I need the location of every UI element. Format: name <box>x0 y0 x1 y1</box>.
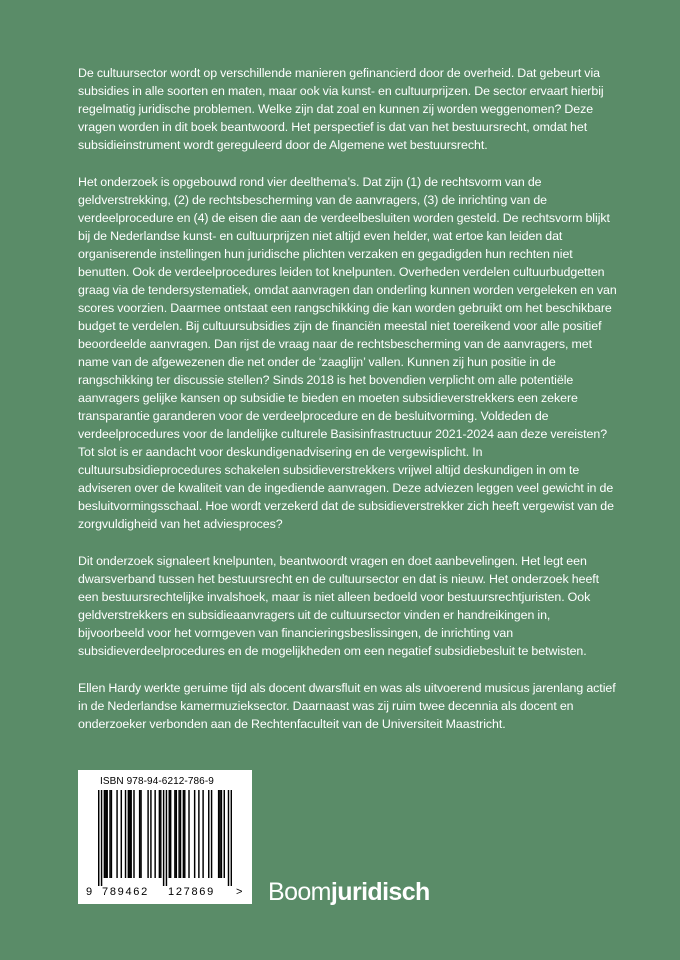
barcode-bar <box>194 790 195 878</box>
barcode-bar <box>159 790 160 878</box>
barcode-bar <box>228 790 229 886</box>
publisher-name-part1: Boom <box>268 878 331 906</box>
barcode-bar <box>154 790 155 878</box>
barcode-bar <box>184 790 185 878</box>
barcode-bar <box>147 790 148 878</box>
publisher-name-part2: juridisch <box>330 878 430 906</box>
barcode-bar <box>180 790 181 878</box>
barcode-bars <box>98 790 232 886</box>
publisher-logo <box>268 878 430 907</box>
barcode-bar <box>174 790 175 878</box>
barcode-bar <box>105 790 106 878</box>
paragraph-conclusion: Dit onderzoek signaleert knelpunten, beantwoordt vragen en doet aanbevelingen. Het legt een dwarsverband tussen het bestuursrecht en de cultuursector en dat is nieuw. Het onderzoek heeft een bestuursrechtelijke invalshoek, maar is niet alleen bedoeld voor bestuursrechtjuristen. Ook geldverstrekkers en subsidieaanvragers uit de cultuursector vinden er handreikingen in, bijvoorbeeld voor het vormgeven van financieringsbeslissingen, de inrichting van subsidieverdeelprocedures en de mogelijkheden om een negatief subsidiebesluit te betwisten. <box>78 554 600 658</box>
barcode-bar <box>160 790 161 878</box>
barcode-bar <box>198 790 199 878</box>
barcode-bar <box>169 790 170 878</box>
barcode-bar <box>224 790 225 878</box>
barcode-bar <box>121 790 122 878</box>
barcode-bar <box>211 790 212 878</box>
barcode-bar <box>129 790 130 878</box>
barcode-bar <box>139 790 140 878</box>
barcode-bar <box>125 790 126 878</box>
barcode-digits-right: 127869 <box>168 886 215 898</box>
barcode-bar <box>188 790 189 878</box>
barcode-bar <box>116 790 117 878</box>
barcode-bar <box>178 790 179 878</box>
paragraph-intro: De cultuursector wordt op verschillende manieren gefinancierd door de overheid. Dat gebeurt via subsidies in alle soorten en maten, maar ook via kunst- en cultuurprijzen. De sector ervaart hierbij regelmatig juridische problemen. Welke zijn dat zoal en kunnen zij worden weggenomen? Deze vragen worden in dit boek beantwoord. Het perspectief is dat van het bestuursrecht, omdat het subsidieinstrument wordt gereguleerd door de Algemene wet bestuursrecht. <box>78 66 604 152</box>
barcode-bar <box>176 790 177 878</box>
barcode-bar <box>208 790 209 878</box>
isbn-label: ISBN 978-94-6212-786-9 <box>100 776 214 787</box>
barcode-bar <box>106 790 107 878</box>
barcode-bar <box>128 790 129 878</box>
barcode-bar <box>166 790 167 886</box>
barcode-bar <box>111 790 112 878</box>
barcode-bar <box>163 790 164 886</box>
isbn-barcode <box>78 770 252 904</box>
barcode-digit-first: 9 <box>86 886 93 898</box>
barcode-bar <box>104 790 105 878</box>
paragraph-author-bio: Ellen Hardy werkte geruime tijd als docent dwarsfluit en was als uitvoerend musicus jarenlang actief in de Nederlandse kamermuzieksector. Daarnaast was zij ruim twee decennia als docent en onderzoeker verbonden aan de Rechtenfaculteit van de Universiteit Maastricht. <box>78 681 616 731</box>
barcode-bar <box>231 790 232 886</box>
barcode-arrow: > <box>236 886 243 898</box>
blurb-text <box>78 64 618 752</box>
barcode-bar <box>150 790 151 878</box>
barcode-bar <box>221 790 222 878</box>
barcode-bar <box>219 790 220 878</box>
barcode-bar <box>170 790 171 878</box>
barcode-bar <box>101 790 102 886</box>
barcode-bar <box>130 790 131 878</box>
barcode-digits-left: 789462 <box>102 886 149 898</box>
barcode-bar <box>133 790 134 878</box>
barcode-bar <box>98 790 99 886</box>
barcode-bar <box>109 790 110 878</box>
barcode-bar <box>218 790 219 878</box>
barcode-bar <box>202 790 203 878</box>
barcode-bar <box>183 790 184 878</box>
paragraph-research-themes: Het onderzoek is opgebouwd rond vier deelthema’s. Dat zijn (1) de rechtsvorm van de geldverstrekking, (2) de rechtsbescherming van de aanvragers, (3) de inrichting van de verdeelprocedure en (4) de eisen die aan de verdeelbesluiten worden gesteld. De rechtsvorm blijkt bij de Nederlandse kunst- en cultuurprijzen niet altijd even helder, wat ertoe kan leiden dat organiserende instellingen hun juridische plichten verzaken en gegadigden hun rechten niet benutten. Ook de verdeelprocedures leiden tot knelpunten. Overheden verdelen cultuurbudgetten graag via de tendersystematiek, omdat aanvragen dan onderling kunnen worden vergeleken en van scores voorzien. Daarmee ontstaat een rangschikking die kan worden gebruikt om het beschikbare budget te verdelen. Bij cultuursubsidies zijn de financiën meestal niet toereikend voor alle positief beoordeelde aanvragen. Dan rijst de vraag naar de rechtsbescherming van de aanvragers, met name van de afgewezenen die net onder de ‘zaaglijn’ vallen. Kunnen zij hun positie in de rangschikking ter discussie stellen? Sinds 2018 is het bovendien verplicht om alle potentiële aanvragers gelijke kansen op subsidie te bieden en moeten subsidieverstrekkers een zekere transparantie garanderen voor de verdeelprocedure en de besluitvorming. Voldeden de verdeelprocedures voor de landelijke culturele Basisinfrastructuur 2021-2024 aan deze vereisten? Tot slot is er aandacht voor deskundigenadvisering en de vergewisplicht. In cultuursubsidieprocedures schakelen subsidieverstrekkers vrijwel altijd deskundigen in om te adviseren over de kwaliteit van de ingediende aanvragen. Deze adviezen leggen veel gewicht in de besluitvormingsschaal. Hoe wordt verzekerd dat de subsidieverstrekker zich heeft vergewist van de zorgvuldigheid van het adviesproces? <box>78 175 617 531</box>
barcode-digits <box>78 886 252 902</box>
barcode-bar <box>140 790 141 878</box>
